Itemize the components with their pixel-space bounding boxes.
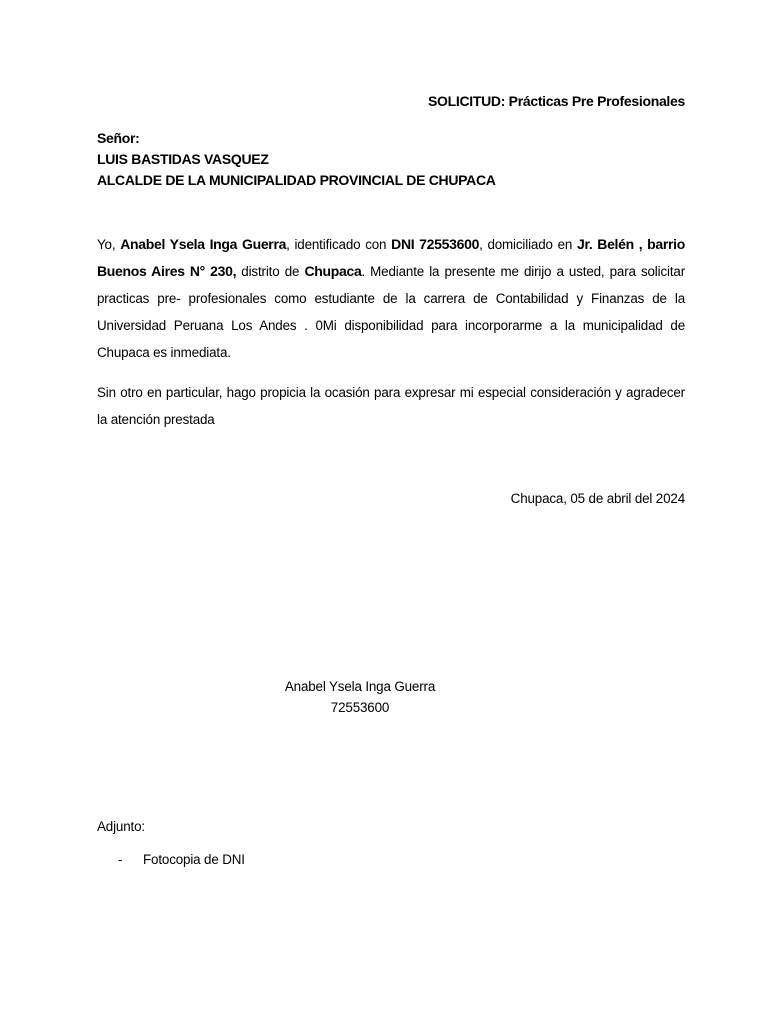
addressee-name: LUIS BASTIDAS VASQUEZ (97, 151, 269, 167)
subject-line: SOLICITUD: Prácticas Pre Profesionales (427, 93, 685, 109)
signature-name: Anabel Ysela Inga Guerra (284, 679, 436, 694)
list-item (118, 852, 245, 867)
attachment-text: Fotocopia de DNI (143, 852, 245, 867)
signature-dni: 72553600 (330, 700, 390, 715)
body-paragraph-closing: Sin otro en particular, hago propicia la ocasión para expresar mi especial consideración y agradecer la atención prestada (97, 385, 685, 427)
signature-block (240, 676, 480, 718)
salutation: Señor: (97, 130, 140, 146)
list-bullet: - (118, 852, 123, 867)
body-paragraph-request (97, 231, 685, 366)
text-run: . Mediante la presente me dirijo a usted, para solicitar practicas pre- profesionales como estudiante de la carrera de Contabilidad y Finanzas de la Universidad Peruana Los Andes . 0Mi disponibilidad para incorporarme a la municipalidad de Chupaca es inmediata. (97, 264, 686, 360)
applicant-address: Jr. Belén , barrio Buenos Aires N° 230, (97, 236, 685, 279)
text-run: distrito de (236, 264, 305, 279)
place-and-date: Chupaca, 05 de abril del 2024 (510, 491, 685, 506)
text-run: , identificado con (286, 237, 392, 252)
text-run: Yo, (97, 237, 121, 252)
attachments-label: Adjunto: (97, 819, 145, 834)
text-run: , domiciliado en (479, 237, 577, 252)
attachments-list (118, 852, 245, 867)
applicant-district: Chupaca (304, 263, 362, 279)
applicant-name: Anabel Ysela Inga Guerra (120, 236, 287, 252)
addressee-position: ALCALDE DE LA MUNICIPALIDAD PROVINCIAL DE CHUPACA (97, 172, 496, 188)
applicant-dni: DNI 72553600 (391, 236, 480, 252)
addressee-block (97, 128, 496, 191)
